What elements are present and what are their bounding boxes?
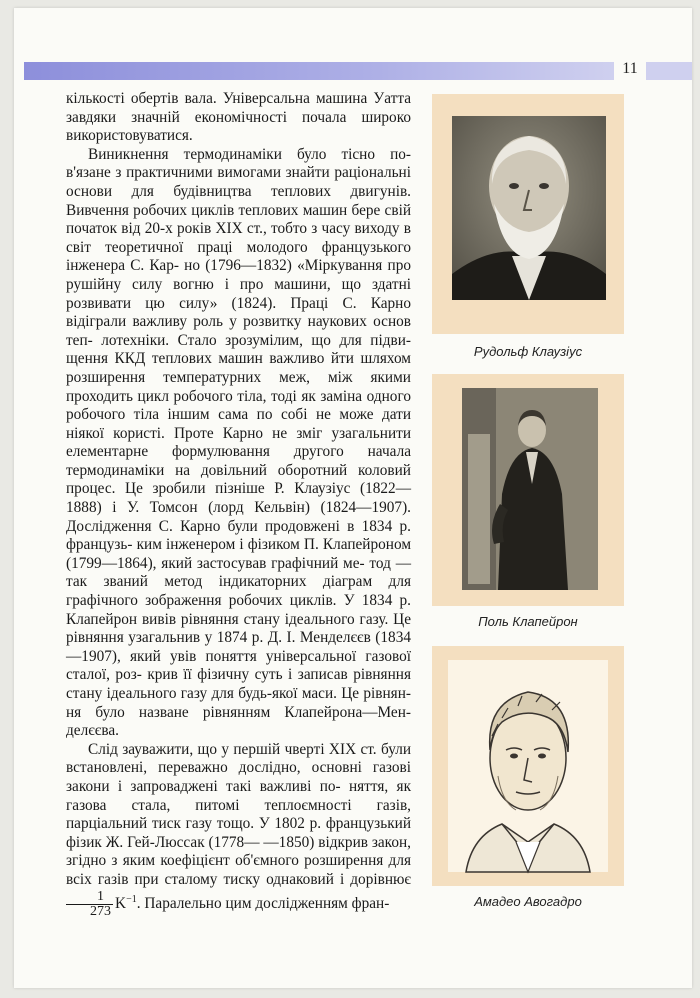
- caption-clapeyron: Поль Клапейрон: [478, 614, 578, 629]
- header-band: [24, 62, 614, 80]
- caption-avogadro: Амадео Авогадро: [474, 894, 582, 909]
- portrait-clausius: [432, 94, 624, 334]
- clausius-photo: [432, 94, 624, 334]
- unit-exponent: −1: [126, 893, 137, 905]
- paragraph-2: Виникнення термодинаміки було тісно по- в'язане з практичними вимогами знайти раціональні основи для будівництва теплових двигунів. Вивчення робочих циклів теплових машин бере свій початок від 20-х років XIX ст., тобто з часу виходу в світ теоретичної праці молодого французького інженера С. Кар- но (1796—1832) «Міркування про рушійну силу вогню і про машини, що здатні розвивати цю силу» (1824). Праці С. Карно відіграли важливу роль у розвитку наукових основ теп- лотехніки. Стало зрозумілим, що для підви- щення ККД теплових машин важливо йти шляхом розширення температурних меж, між якими проходить цикл робочого тіла, тоді як заміна одного робочого тіла іншим сама по собі не може дати ніякої користі. Проте Карно не зміг узагальнити елементарне формулювання другого начала термодинаміки на довільний оборотний коловий процес. Це зробили пізніше Р. Клаузіус (1822—1888) і У. Томсон (лорд Кельвін) (1824—1907). Дослідження С. Карно були продовжені в 1834 р. французь- ким інженером і фізиком П. Клапейроном (1799—1864), який застосував графічний ме- тод — так званий метод індикаторних діаграм для графічного зображення робочих циклів. У 1834 р. Клапейрон вивів рівняння стану ідеального газу. Це рівняння узагальнив у 1874 р. Д. І. Менделєєв (1834—1907), який увів поняття універсальної газової сталої, роз- крив її фізичну суть і записав рівняння стану ідеального газу для будь-якої маси. Це рівнян- ня було назване рівнянням Клапейрона—Мен- делєєва.: [66, 145, 412, 740]
- fraction: $\frac{1}{273}$: [66, 890, 113, 919]
- unit-kelvin: K: [115, 894, 127, 912]
- portrait-avogadro: [432, 646, 624, 886]
- last-line-text: . Паралельно цим дослідженням фран-: [136, 894, 390, 912]
- caption-clausius: Рудольф Клаузіус: [473, 344, 583, 359]
- header-band-tail: [646, 62, 692, 80]
- body-text: [66, 90, 411, 919]
- page-number: 11: [622, 60, 638, 77]
- paragraph-3: Слід зауважити, що у першій чверті XIX ст. були встановлені, переважно дослідно, основні газові закони і запроваджені такі важливі по- няття, як газова стала, питомі теплоємності газів, парціальний тиск газу тощо. У 1802 р. французький фізик Ж. Гей-Люссак (1778— —1850) відкрив закон, згідно з яким коефіцієнт об'ємного розширення для всіх газів при сталому тиску однаковий і дорівнює $\frac{1}{273}$ $K^{-1}$. Паралельно цим дослідженням фран-: [66, 740, 412, 919]
- paragraph-1: кількості обертів вала. Універсальна машина Уатта завдяки значній економічності почала широко використовуватися.: [66, 90, 412, 145]
- clapeyron-photo: [432, 374, 624, 606]
- avogadro-engraving: [432, 646, 624, 886]
- portrait-clapeyron: [432, 374, 624, 606]
